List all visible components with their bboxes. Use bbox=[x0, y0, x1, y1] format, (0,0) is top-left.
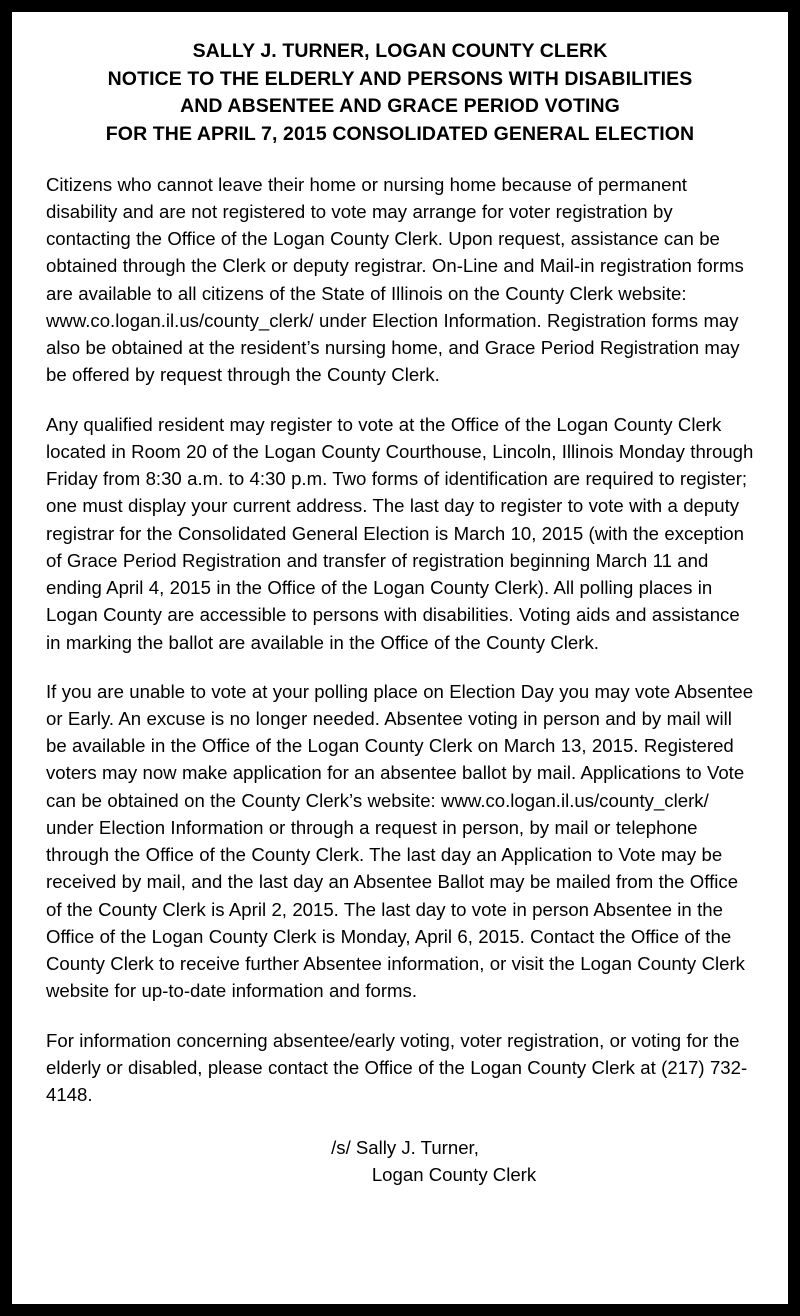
paragraph-qualified-resident: Any qualified resident may register to vote at the Office of the Logan County Clerk located in Room 20 of the Logan County Courthouse, Lincoln, Illinois Monday through Friday from 8:30 a.m. to 4:30 p.m. Two forms of identification are required to register; one must display your current address. The last day to register to vote with a deputy registrar for the Consolidated General Election is March 10, 2015 (with the exception of Grace Period Registration and transfer of registration beginning March 11 and ending April 4, 2015 in the Office of the Logan County Clerk). All polling places in Logan County are accessible to persons with disabilities. Voting aids and assistance in marking the ballot are available in the Office of the County Clerk. bbox=[46, 413, 754, 653]
paragraph-absentee-early-voting: If you are unable to vote at your polling place on Election Day you may vote Absentee or Early. An excuse is no longer needed. Absentee voting in person and by mail will be available in the Office of the Logan County Clerk on March 13, 2015. Registered voters may now make application for an absentee ballot by mail. Applications to Vote can be obtained on the County Clerk’s website: www.co.logan.il.us/county_clerk/ under Election Information or through a request in person, by mail or telephone through the Office of the County Clerk. The last day an Application to Vote may be received by mail, and the last day an Absentee Ballot may be mailed from the Office of the County Clerk is April 2, 2015. The last day to vote in person Absentee in the Office of the Logan County Clerk is Monday, April 6, 2015. Contact the Office of the County Clerk to receive further Absentee information, or visit the Logan County Clerk website for up-to-date information and forms. bbox=[46, 680, 754, 1002]
signature-name: /s/ Sally J. Turner, bbox=[331, 1137, 479, 1159]
header-line-4: FOR THE APRIL 7, 2015 CONSOLIDATED GENERAL ELECTION bbox=[105, 123, 695, 146]
header-line-2: NOTICE TO THE ELDERLY AND PERSONS WITH DISABILITIES bbox=[107, 67, 693, 90]
notice-body bbox=[10, 10, 790, 1306]
header-line-1: SALLY J. TURNER, LOGAN COUNTY CLERK bbox=[192, 40, 608, 62]
notice-header bbox=[46, 38, 754, 149]
header-line-3: AND ABSENTEE AND GRACE PERIOD VOTING bbox=[180, 95, 620, 118]
paragraph-registration: Citizens who cannot leave their home or nursing home because of permanent disability and are not registered to vote may arrange for voter registration by contacting the Office of the Logan County Clerk. Upon request, assistance can be obtained through the Clerk or deputy registrar. On-Line and Mail-in registration forms are available to all citizens of the State of Illinois on the County Clerk website: www.co.logan.il.us/county_clerk/ under Election Information. Registration forms may also be obtained at the resident’s nursing home, and Grace Period Registration may be offered by request through the County Clerk. bbox=[46, 173, 744, 386]
signature-block bbox=[46, 1134, 754, 1188]
paragraph-contact-information: For information concerning absentee/early voting, voter registration, or voting for the elderly or disabled, please contact the Office of the Logan County Clerk at (217) 732-4148. bbox=[46, 1029, 748, 1106]
signature-title: Logan County Clerk bbox=[371, 1164, 537, 1186]
